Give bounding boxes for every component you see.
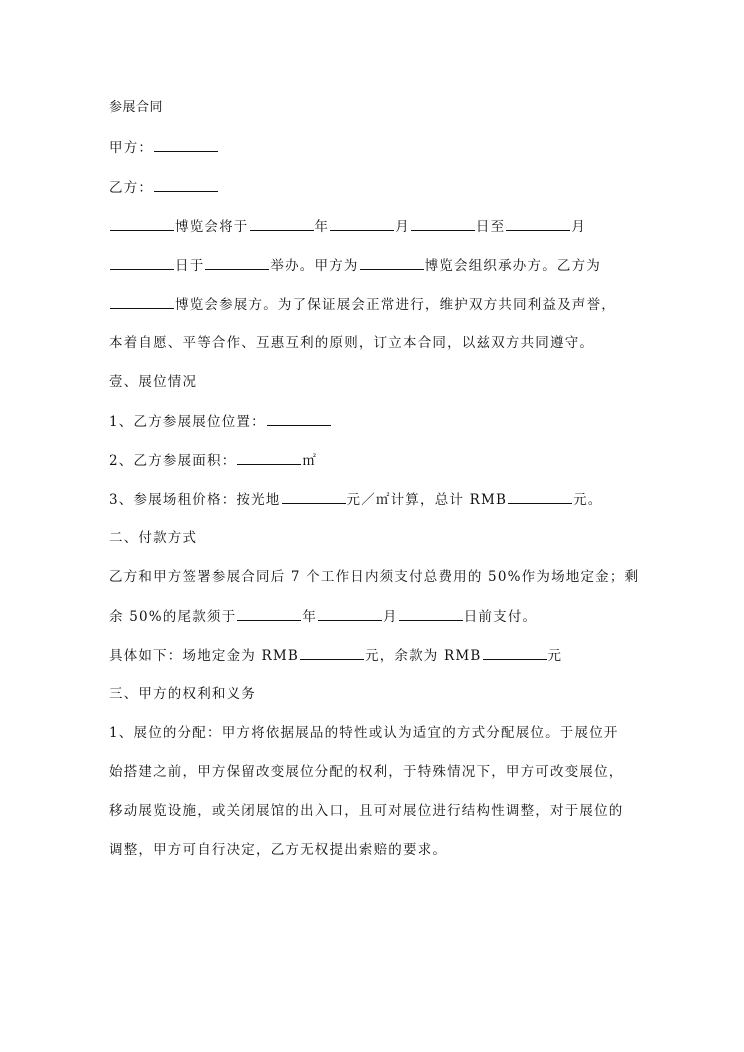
rights-line-3: 移动展览设施，或关闭展馆的出入口，且可对展位进行结构性调整，对于展位的: [109, 803, 624, 819]
payment-line-3: 具体如下：场地定金为 RMB 元，余款为 RMB 元: [109, 645, 562, 666]
document-title: 参展合同: [109, 100, 164, 115]
party-a-line: [109, 137, 219, 158]
pay-month-blank: [318, 606, 382, 621]
paragraph-line-4: 本着自愿、平等合作、互惠互利的原则，订立本合同，以兹双方共同遵守。: [109, 335, 595, 351]
section-2-title: 二、付款方式: [109, 530, 198, 546]
expo-name-blank: [110, 216, 174, 231]
party-b-line: [109, 177, 219, 198]
year-blank: [250, 216, 314, 231]
paragraph-line-1: 博览会将于 年 月 日至 月: [109, 216, 586, 237]
balance-blank: [483, 645, 547, 660]
end-day-blank: [110, 255, 174, 270]
item-2-line: 2、乙方参展面积： ㎡: [109, 450, 317, 471]
party-a-label: 甲方：: [109, 140, 154, 156]
section-3-title: 三、甲方的权利和义务: [109, 686, 256, 702]
month-blank: [330, 216, 394, 231]
area-unit: ㎡: [302, 453, 318, 469]
paragraph-line-2: 日于 举办。甲方为 博览会组织承办方。乙方为: [109, 255, 601, 276]
party-a-blank: [154, 137, 218, 152]
rights-line-1: 1、展位的分配：甲方将依据展品的特性或认为适宜的方式分配展位。于展位开: [109, 725, 619, 741]
pay-day-blank: [399, 606, 463, 621]
total-price-blank: [508, 489, 572, 504]
rights-line-2: 始搭建之前，甲方保留改变展位分配的权利，于特殊情况下，甲方可改变展位，: [109, 764, 624, 780]
deposit-blank: [300, 645, 364, 660]
item-1-line: 1、乙方参展展位位置：: [109, 411, 332, 432]
party-b-label: 乙方：: [109, 180, 154, 196]
payment-line-1: 乙方和甲方签署参展合同后 7 个工作日内须支付总费用的 50%作为场地定金；剩: [109, 569, 640, 585]
party-b-blank: [154, 177, 218, 192]
exhibitor-expo-blank: [110, 294, 174, 309]
payment-line-2: 余 50%的尾款须于 年 月 日前支付。: [109, 606, 537, 627]
venue-blank: [205, 255, 269, 270]
end-month-blank: [506, 216, 570, 231]
item-3-line: 3、参展场租价格：按光地 元／㎡计算，总计 RMB 元。: [109, 489, 603, 510]
day-blank: [411, 216, 475, 231]
rights-line-4: 调整，甲方可自行决定，乙方无权提出索赔的要求。: [109, 842, 448, 858]
booth-area-blank: [237, 450, 301, 465]
unit-price-blank: [282, 489, 346, 504]
pay-year-blank: [237, 606, 301, 621]
booth-location-blank: [267, 411, 331, 426]
section-1-title: 壹、展位情况: [109, 374, 198, 390]
organizer-expo-blank: [360, 255, 424, 270]
paragraph-line-3: 博览会参展方。为了保证展会正常进行，维护双方共同利益及声誉，: [109, 294, 616, 315]
